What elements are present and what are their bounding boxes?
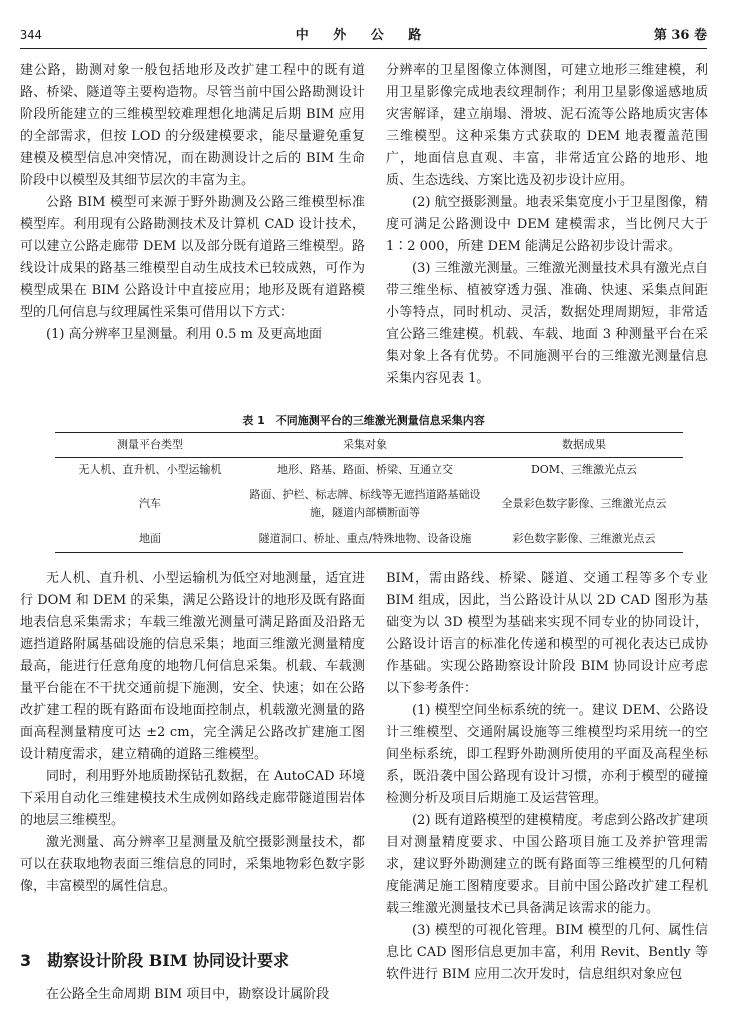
section-title: 勘察设计阶段 BIM 协同设计要求 xyxy=(47,951,290,970)
paragraph: (3) 三维激光测量。三维激光测量技术具有激光点自带三维坐标、植被穿透力强、准确、快速、采集点间距小等特点，同时机动、灵活，数据处理周期短，非常适宜公路三维建模。机载、车载、地面 3 种测量平台在采集对象上各有优势。不同施测平台的三维激光测量信息采集内容见表 1。 xyxy=(386,261,708,386)
header-rule xyxy=(20,48,707,49)
table-cell: 地形、路基、路面、桥梁、互通立交 xyxy=(277,463,453,476)
table-row xyxy=(55,482,683,526)
running-header xyxy=(20,22,707,44)
table-cell: 地面 xyxy=(139,532,161,545)
data-table xyxy=(55,432,683,553)
column-left-bottom xyxy=(20,568,365,898)
paragraph: 分辨率的卫星图像立体测图，可建立地形三维建模，利用卫星影像完成地表纹理制作；利用卫星影像遥感地质灾害解译，建立崩塌、滑坡、泥石流等公路地质灾害体三维模型。这种采集方式获取的 DEM 地表覆盖范围广，地面信息直观、丰富，非常适宜公路的地形、地质、生态选线、方案比选及初步设计应用。 xyxy=(386,63,708,188)
table-cell: DOM、三维激光点云 xyxy=(530,463,638,476)
table-cell: 全景彩色数字影像、三维激光点云 xyxy=(501,497,667,510)
journal-title: 中 外 公 路 xyxy=(295,28,432,43)
paragraph: (2) 航空摄影测量。地表采集宽度小于卫星图像，精度可满足公路测设中 DEM 建模需求，当比例尺大于 1∶2 000，所建 DEM 能满足公路初步设计需求。 xyxy=(386,195,708,254)
column-left-section-body xyxy=(20,984,365,1006)
section-heading xyxy=(20,948,365,971)
table-cell: 路面、护栏、标志牌、标线等无遮挡道路基础设施，隧道内部横断面等 xyxy=(249,488,481,519)
volume-label: 第 36 卷 xyxy=(653,28,707,43)
table-header-row xyxy=(55,433,683,458)
paragraph: BIM，需由路线、桥梁、隧道、交通工程等多个专业 BIM 组成，因此，当公路设计从以 2D CAD 图形为基础变为以 3D 模型为基础来实现不同专业的协同设计，公路设计语言的标准化传递和模型的可视化表达已成协作基础。实现公路勘察设计阶段 BIM 协同设计应考虑以下参考条件： xyxy=(386,571,708,696)
table-header-cell: 采集对象 xyxy=(343,438,387,451)
table-cell: 隧道洞口、桥址、重点/特殊地物、设备设施 xyxy=(258,532,472,545)
paragraph: 激光测量、高分辨率卫星测量及航空摄影测量技术，都可以在获取地物表面三维信息的同时，采集地物彩色数字影像，丰富模型的属性信息。 xyxy=(20,835,365,894)
table-row xyxy=(55,526,683,552)
page-number: 344 xyxy=(20,28,42,42)
table-cell: 彩色数字影像、三维激光点云 xyxy=(512,532,656,545)
paragraph: (2) 既有道路模型的建模精度。考虑到公路改扩建项目对测量精度要求、中国公路项目施工及养护管理需求，建议野外勘测建立的既有路面等三维模型的几何精度能满足施工图精度要求。目前中国公路改扩建工程机载三维激光测量技术已具备满足该需求的能力。 xyxy=(386,813,708,916)
paragraph: (1) 高分辨率卫星测量。利用 0.5 m 及更高地面 xyxy=(46,327,322,342)
column-left-top xyxy=(20,60,365,346)
table-header-cell: 测量平台类型 xyxy=(117,438,183,451)
table-caption: 表 1 不同施测平台的三维激光测量信息采集内容 xyxy=(242,414,485,427)
paragraph: (3) 模型的可视化管理。BIM 模型的几何、属性信息比 CAD 图形信息更加丰富，利用 Revit、Bently 等软件进行 BIM 应用二次开发时，信息组织对象应包 xyxy=(386,923,708,982)
paragraph: 无人机、直升机、小型运输机为低空对地测量，适宜进行 DOM 和 DEM 的采集，满足公路设计的地形及既有路面地表信息采集需求；车载三维激光测量可满足路面及沿路无遮挡道路附属基础设施的信息采集；地面三维激光测量精度最高，能进行任意角度的地物几何信息采集。机载、车载测量平台能在不干扰交通前提下施测，安全、快速；如在公路改扩建工程的既有路面布设地面控制点，机载激光测量的路面高程测量精度可达 ±2 cm，完全满足公路改扩建施工图设计精度需求，建立精确的道路三维模型。 xyxy=(20,571,365,762)
paragraph: 同时，利用野外地质勘探钻孔数据，在 AutoCAD 环境下采用自动化三维建模技术生成例如路线走廊带隧道围岩体的地层三维模型。 xyxy=(20,769,365,828)
paragraph: 在公路全生命周期 BIM 项目中，勘察设计属阶段 xyxy=(46,987,330,1002)
section-number: 3 xyxy=(20,951,32,970)
table-row xyxy=(55,458,683,482)
table-header-cell: 数据成果 xyxy=(562,438,606,451)
table-cell: 无人机、直升机、小型运输机 xyxy=(78,463,222,476)
column-right-top xyxy=(386,60,708,390)
column-right-bottom xyxy=(386,568,708,986)
paragraph: (1) 模型空间坐标系统的统一。建议 DEM、公路设计三维模型、交通附属设施等三维模型均采用统一的空间坐标系统，即工程野外勘测所使用的平面及高程坐标系，既沿袭中国公路现有设计习惯，亦利于模型的碰撞检测分析及项目后期施工及运营管理。 xyxy=(386,703,708,806)
table-cell: 汽车 xyxy=(139,497,161,510)
paragraph: 建公路，勘测对象一般包括地形及改扩建工程中的既有道路、桥梁、隧道等主要构造物。尽管当前中国公路勘测设计阶段所能建立的三维模型较难理想化地满足后期 BIM 应用的全部需求，但按 LOD 的分级建模要求，能尽量避免重复建模及模型信息冲突情况，而在勘测设计之后的 BIM 生命阶段中以模型及其细节层次的丰富为主。 xyxy=(20,63,365,188)
paragraph: 公路 BIM 模型可来源于野外勘测及公路三维模型标准模型库。利用现有公路勘测技术及计算机 CAD 设计技术，可以建立公路走廊带 DEM 以及部分既有道路三维模型。路线设计成果的路基三维模型自动生成技术已较成熟，可作为模型成果在 BIM 公路设计中直接应用；地形及既有道路模型的几何信息与纹理属性采集可借用以下方式： xyxy=(20,195,365,320)
